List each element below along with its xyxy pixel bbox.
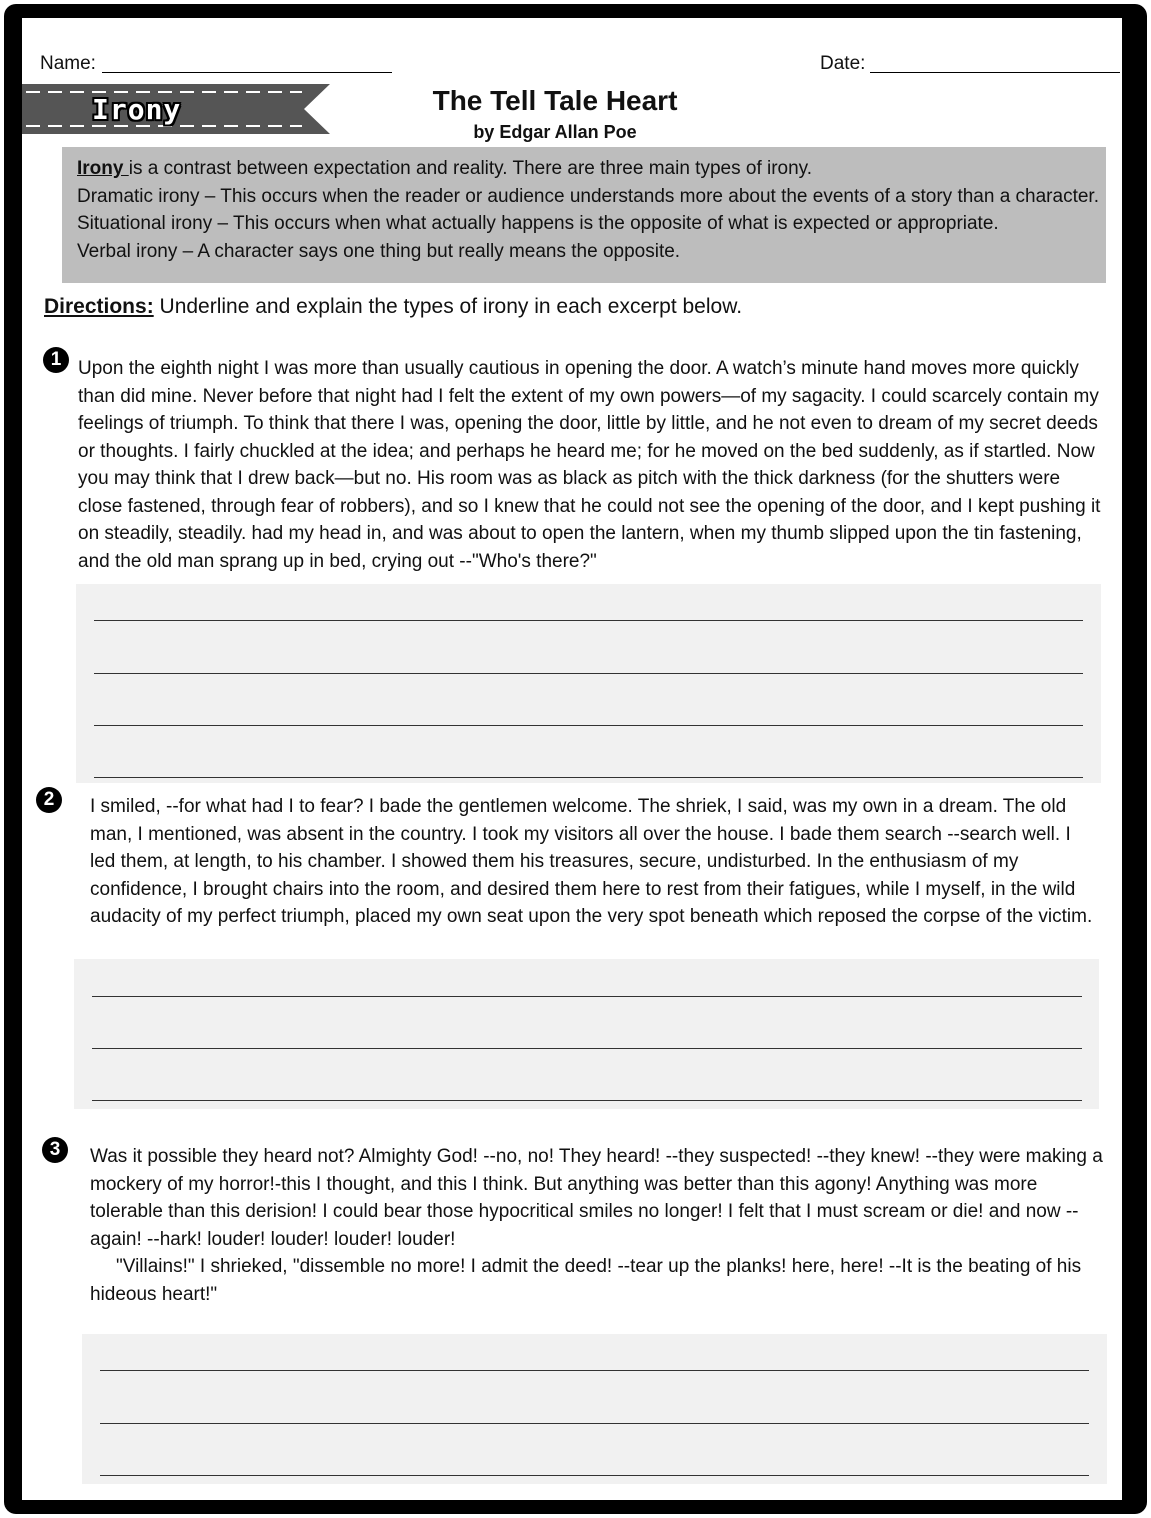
- excerpt-1-paragraph: Upon the eighth night I was more than usually cautious in opening the door. A watch’s minute hand moves more quickly than did mine. Never before that night had I felt the extent of my own powers—of my sagacity. I could scarcely contain my feelings of triumph. To think that there I was, opening the door, little by little, and he not even to dream of my secret deeds or thoughts. I fairly chuckled at the idea; and perhaps he heard me; for he moved on the bed suddenly, as if startled. Now you may think that I drew back—but no. His room was as black as pitch with the thick darkness (for the shutters were close fastened, through fear of robbers), and so I knew that he could not see the opening of the door, and I kept pushing it on steadily, steadily. had my head in, and was about to open the lantern, when my thumb slipped upon the tin fastening, and the old man sprang up in bed, crying out --"Who's there?": [78, 358, 1101, 572]
- excerpt-3-text: [90, 1143, 1108, 1308]
- directions-text: Underline and explain the types of irony in each excerpt below.: [153, 295, 743, 318]
- answer-line[interactable]: [92, 996, 1082, 997]
- answer-line[interactable]: [94, 777, 1083, 778]
- name-field[interactable]: [102, 72, 392, 73]
- verbal-irony-definition: Verbal irony – A character says one thing but really means the opposite.: [77, 241, 681, 262]
- excerpt-1-text: [78, 355, 1106, 575]
- date-label: Date:: [820, 53, 866, 74]
- name-label: Name:: [40, 53, 96, 74]
- excerpt-number-1: 1: [43, 347, 69, 373]
- answer-line[interactable]: [100, 1423, 1089, 1424]
- irony-definition: [77, 158, 812, 180]
- excerpt-2-paragraph: I smiled, --for what had I to fear? I bade the gentlemen welcome. The shriek, I said, was my own in a dream. The old man, I mentioned, was absent in the country. I took my visitors all over the house. I bade them search --search well. I led them, at length, to his chamber. I showed them his treasures, secure, undisturbed. In the enthusiasm of my confidence, I brought chairs into the room, and desired them here to rest from their fatigues, while I myself, in the wild audacity of my perfect triumph, placed my own seat upon the very spot beneath which reposed the corpse of the victim.: [90, 796, 1093, 927]
- answer-line[interactable]: [92, 1048, 1082, 1049]
- irony-term: Irony: [77, 158, 129, 179]
- irony-intro: is a contrast between expectation and reality. There are three main types of irony.: [128, 158, 813, 179]
- answer-line[interactable]: [94, 725, 1083, 726]
- excerpt-number-3: 3: [42, 1137, 68, 1163]
- answer-line[interactable]: [100, 1475, 1089, 1476]
- situational-irony-definition: Situational irony – This occurs when what actually happens is the opposite of what is expected or appropriate.: [77, 213, 999, 234]
- page-title: The Tell Tale Heart: [432, 85, 678, 116]
- answer-box-2: [74, 959, 1099, 1109]
- date-field[interactable]: [870, 72, 1120, 73]
- dramatic-irony-definition: Dramatic irony – This occurs when the reader or audience understands more about the events of a story than a character.: [77, 186, 1099, 207]
- directions: [44, 295, 742, 319]
- excerpt-number-2: 2: [36, 787, 62, 813]
- author-byline: by Edgar Allan Poe: [473, 122, 637, 142]
- answer-line[interactable]: [94, 673, 1083, 674]
- answer-box-3: [82, 1334, 1107, 1484]
- banner-label: Irony: [92, 93, 182, 126]
- answer-line[interactable]: [100, 1370, 1089, 1371]
- excerpt-3-paragraph: Was it possible they heard not? Almighty God! --no, no! They heard! --they suspected! --they knew! --they were making a mockery of my horror!-this I thought, and this I think. But anything was better than this agony! Anything was more tolerable than this derision! I could bear those hypocritical smiles no longer! I felt that I must scream or die! and now --again! --hark! louder! louder! louder! louder!: [90, 1146, 1103, 1250]
- excerpt-3-paragraph-2: "Villains!" I shrieked, "dissemble no more! I admit the deed! --tear up the planks! here, here! --It is the beating of his hideous heart!": [90, 1256, 1082, 1305]
- answer-line[interactable]: [92, 1100, 1082, 1101]
- answer-line[interactable]: [94, 620, 1083, 621]
- excerpt-2-text: [90, 793, 1100, 931]
- answer-box-1: [76, 584, 1101, 783]
- directions-label: Directions:: [44, 295, 154, 318]
